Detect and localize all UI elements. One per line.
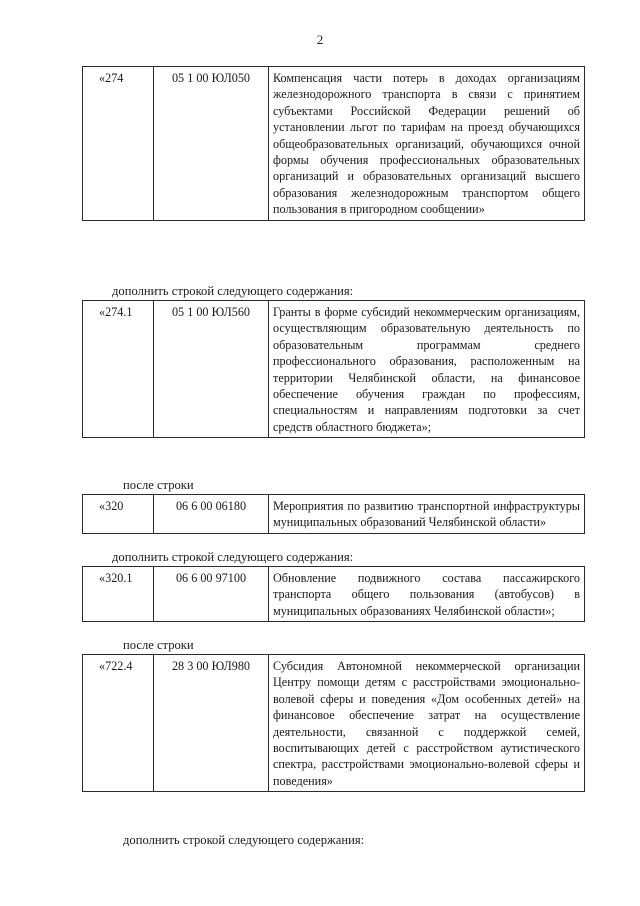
row-description: Компенсация части потерь в доходах организациям железнодорожного транспорта в связи с принятием субъектами Российской Федерации решений об установлении льгот по тарифам на проезд обучающихся общеобразовательных организаций, обучающихся очной формы обучения профессиональных образовательных организаций и образовательных организаций высшего образования железнодорожным транспортом общего пользования в пригородном сообщении»	[269, 67, 585, 221]
table-row	[83, 67, 585, 221]
row-description: Субсидия Автономной некоммерческой организации Центру помощи детям с расстройствами эмоционально-волевой сферы и поведения «Дом особенных детей» на финансовое обеспечение затрат на осуществление деятельности, связанной с поддержкой семей, воспитывающих детей с расстройством аутистического спектра, расстройствами эмоционально-волевой сферы и поведения»	[269, 655, 585, 792]
row-number: «722.4	[83, 655, 154, 792]
row-number: «320.1	[83, 567, 154, 622]
instruction-text: после строки	[123, 638, 194, 652]
classification-code: 05 1 00 ЮЛ560	[154, 301, 269, 438]
classification-code: 06 6 00 97100	[154, 567, 269, 622]
instruction-text: дополнить строкой следующего содержания:	[123, 833, 365, 847]
row-description: Гранты в форме субсидий некоммерческим организациям, осуществляющим образовательную деятельность по образовательным программам среднего профессионального образования, расположенным на территории Челябинской области, на финансовое обеспечение обучения граждан по профессиям, специальностям и направлениям подготовки за счет средств областного бюджета»;	[269, 301, 585, 438]
table-row	[83, 655, 585, 792]
classification-code: 06 6 00 06180	[154, 495, 269, 534]
instruction-text: дополнить строкой следующего содержания:	[112, 284, 354, 298]
page-number: 2	[316, 32, 324, 47]
row-number: «274.1	[83, 301, 154, 438]
classification-code: 05 1 00 ЮЛ050	[154, 67, 269, 221]
classification-code: 28 3 00 ЮЛ980	[154, 655, 269, 792]
row-number: «274	[83, 67, 154, 221]
row-description: Мероприятия по развитию транспортной инфраструктуры муниципальных образований Челябинской области»	[269, 495, 585, 534]
budget-table-row-274-1	[82, 300, 585, 438]
budget-table-row-320	[82, 494, 585, 534]
row-number: «320	[83, 495, 154, 534]
instruction-text: после строки	[123, 478, 194, 492]
budget-table-row-722-4	[82, 654, 585, 792]
table-row	[83, 567, 585, 622]
table-row	[83, 301, 585, 438]
budget-table-row-274	[82, 66, 585, 221]
row-description: Обновление подвижного состава пассажирского транспорта общего пользования (автобусов) в муниципальных образованиях Челябинской области»;	[269, 567, 585, 622]
budget-table-row-320-1	[82, 566, 585, 622]
table-row	[83, 495, 585, 534]
instruction-text: дополнить строкой следующего содержания:	[112, 550, 354, 564]
